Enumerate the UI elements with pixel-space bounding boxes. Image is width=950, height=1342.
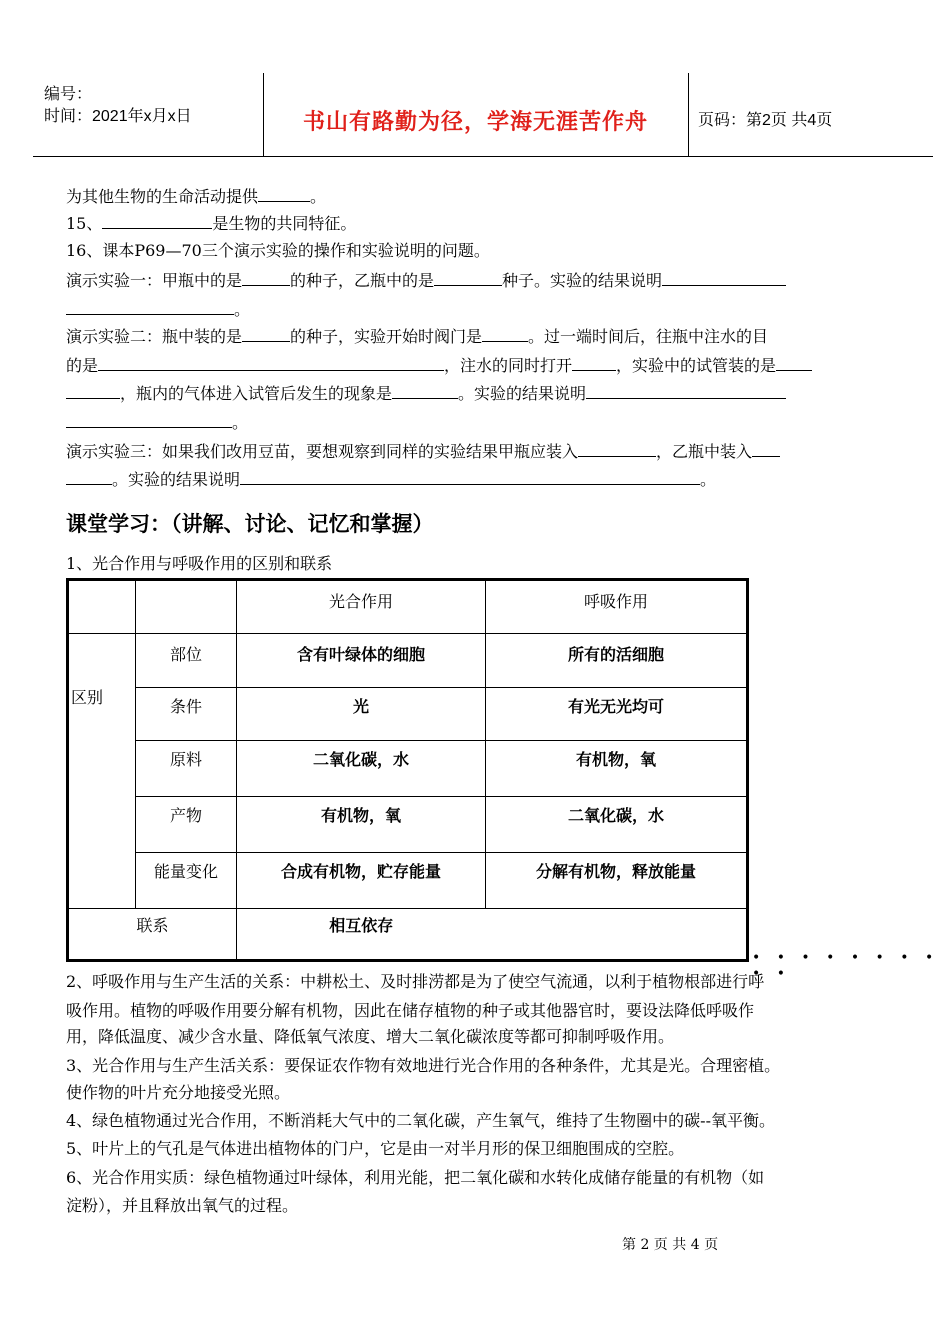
para-2-line-3: 用，降低温度、减少含水量、降低氧气浓度、增大二氧化碳浓度等都可抑制呼吸作用。 [66, 1027, 675, 1046]
line-8: ，瓶内的气体进入试管后发生的现象是 。实验的结果说明 [66, 384, 786, 404]
row-label: 产物 [136, 797, 237, 853]
photo-value: 二氧化碳，水 [237, 741, 486, 797]
resp-value: 二氧化碳，水 [486, 797, 748, 853]
corner-cell [68, 580, 136, 634]
header-respiration: 呼吸作用 [486, 580, 748, 634]
dotted-leader: • • • • • • • • • • [752, 950, 940, 982]
row-label: 原料 [136, 741, 237, 797]
line-3: 16、课本P69—70三个演示实验的操作和实验说明的问题。 [66, 241, 490, 260]
line-4: 演示实验一：甲瓶中的是 的种子，乙瓶中的是 种子。实验的结果说明 [66, 271, 786, 291]
header-right-cell [688, 73, 933, 156]
link-value: 相互依存 [237, 909, 486, 961]
line-9: 。 [66, 413, 248, 433]
table-caption: 1、光合作用与呼吸作用的区别和联系 [66, 554, 333, 573]
header-center-cell [263, 73, 689, 156]
para-2-line-2: 吸作用。植物的呼吸作用要分解有机物，因此在储存植物的种子或其他器官时，要设法降低呼吸作 [66, 1001, 755, 1020]
line-5: 。 [66, 300, 250, 320]
motto: 书山有路勤为径，学海无涯苦作舟 [302, 110, 648, 135]
photo-value: 含有叶绿体的细胞 [237, 634, 486, 688]
line-2: 15、 是生物的共同特征。 [66, 214, 357, 233]
row-label: 条件 [136, 688, 237, 741]
header-photosynthesis: 光合作用 [237, 580, 486, 634]
line-6: 演示实验二：瓶中装的是 的种子，实验开始时阀门是 。过一端时间后，往瓶中注水的目 [66, 327, 769, 346]
resp-value: 有机物，氧 [486, 741, 748, 797]
resp-value: 有光无光均可 [486, 688, 748, 741]
empty-cell [486, 909, 748, 961]
line-10: 演示实验三：如果我们改用豆苗，要想观察到同样的实验结果甲瓶应装入 ，乙瓶中装入 [66, 442, 780, 462]
group-label-difference: 区别 [68, 634, 136, 909]
row-label: 部位 [136, 634, 237, 688]
row-label: 能量变化 [136, 853, 237, 909]
page-footer: 第 2 页 共 4 页 [622, 1237, 719, 1253]
photo-value: 光 [237, 688, 486, 741]
line-11: 。实验的结果说明 。 [66, 470, 716, 490]
para-3-line-1: 3、光合作用与生产生活关系：要保证农作物有效地进行光合作用的各种条件，尤其是光。合理密植。 [66, 1056, 781, 1075]
number-label: 编号： [44, 86, 93, 103]
photo-value: 合成有机物，贮存能量 [237, 853, 486, 909]
para-5: 5、叶片上的气孔是气体进出植物体的门户，它是由一对半月形的保卫细胞围成的空腔。 [66, 1139, 685, 1158]
photo-value: 有机物，氧 [237, 797, 486, 853]
corner-cell-2 [136, 580, 237, 634]
line-7: 的是 ，注水的同时打开 ，实验中的试管装的是 [66, 356, 812, 376]
header-left-cell [33, 73, 264, 156]
para-4: 4、绿色植物通过光合作用，不断消耗大气中的二氧化碳，产生氧气，维持了生物圈中的碳--氧平衡。 [66, 1111, 775, 1130]
resp-value: 分解有机物，释放能量 [486, 853, 748, 909]
para-6-line-2: 淀粉），并且释放出氧气的过程。 [66, 1196, 299, 1215]
page-label: 页码：第2页 共4页 [698, 112, 833, 129]
section-title: 课堂学习：（讲解、讨论、记忆和掌握） [66, 512, 434, 536]
resp-value: 所有的活细胞 [486, 634, 748, 688]
para-6-line-1: 6、光合作用实质：绿色植物通过叶绿体，利用光能，把二氧化碳和水转化成储存能量的有机物（如 [66, 1168, 765, 1187]
comparison-table [66, 578, 749, 962]
page-header [33, 73, 933, 157]
time-label: 时间：2021年x月x日 [44, 108, 192, 125]
line-1: 为其他生物的生命活动提供 。 [66, 187, 327, 206]
link-label: 联系 [68, 909, 237, 961]
para-3-line-2: 使作物的叶片充分地接受光照。 [66, 1083, 291, 1102]
para-2-line-1: 2、呼吸作用与生产生活的关系：中耕松土、及时排涝都是为了使空气流通，以利于植物根部进行呼 [66, 972, 765, 991]
